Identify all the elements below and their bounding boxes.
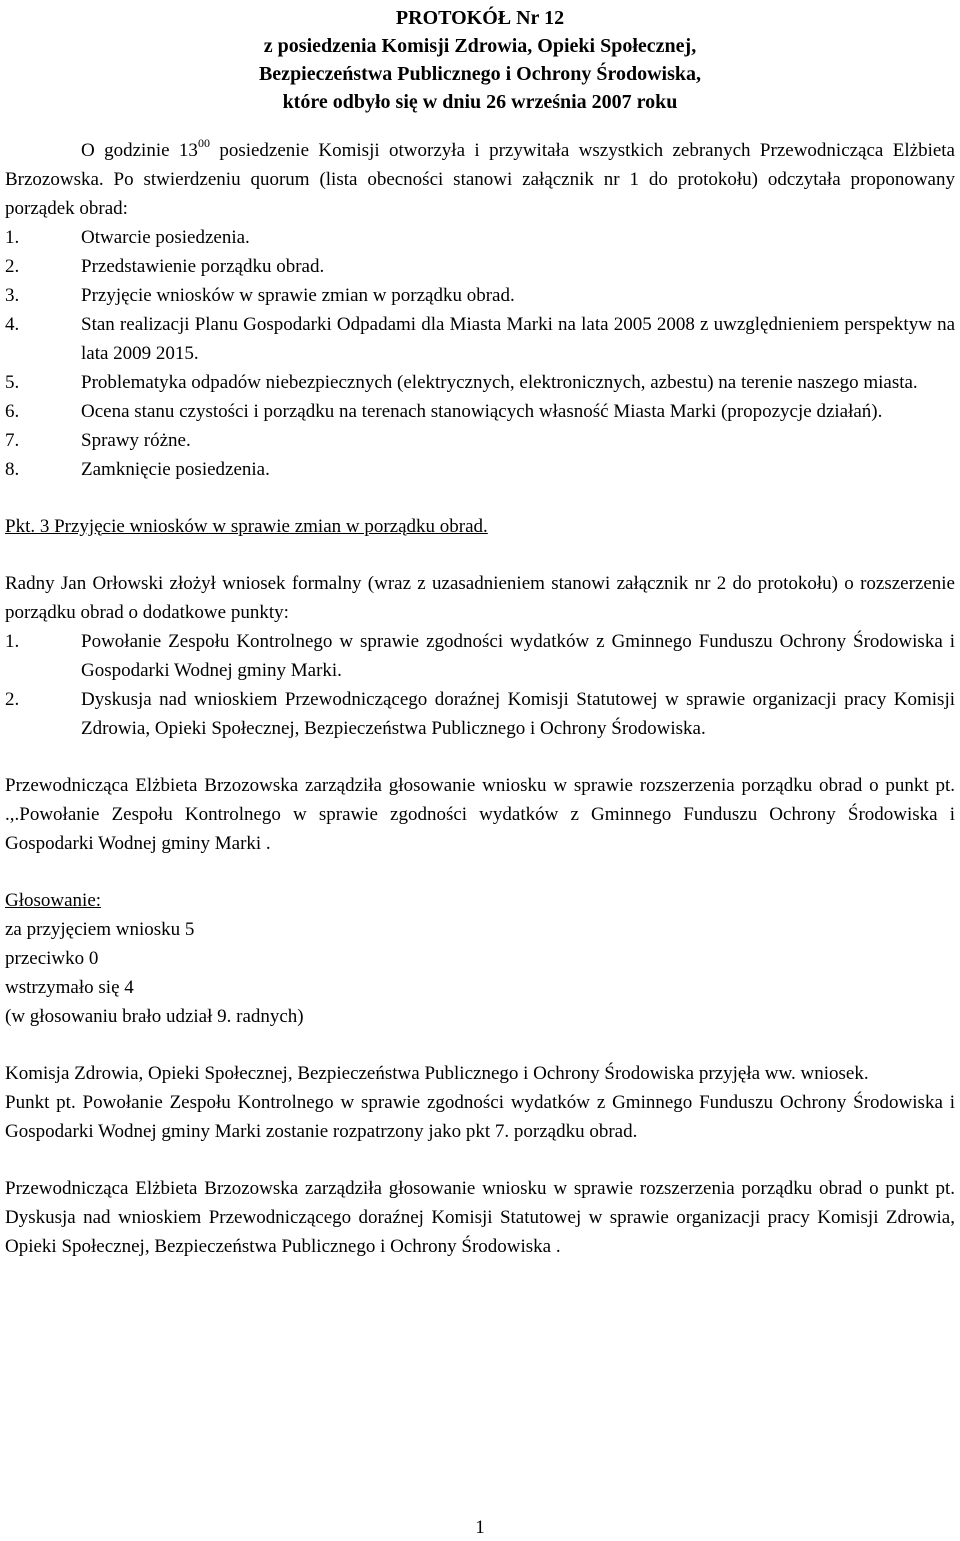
intro-paragraph bbox=[5, 136, 955, 223]
agenda-item bbox=[5, 252, 955, 281]
proposed-items-list bbox=[5, 627, 955, 743]
agenda-item-text: Otwarcie posiedzenia. bbox=[81, 227, 250, 248]
motion-paragraph: Radny Jan Orłowski złożył wniosek formalny (wraz z uzasadnieniem stanowi załącznik nr 2 do protokołu) o rozszerzenie porządku obrad o dodatkowe punkty: bbox=[5, 573, 955, 623]
agenda-item-number: 6. bbox=[5, 401, 20, 422]
agenda-item-text: Sprawy różne. bbox=[81, 430, 191, 451]
agenda-item-text: Ocena stanu czystości i porządku na terenach stanowiących własność Miasta Marki (propozycje działań). bbox=[81, 401, 883, 422]
document-page bbox=[5, 0, 955, 1261]
document-title bbox=[5, 4, 955, 116]
agenda-list bbox=[5, 223, 955, 484]
proposed-item-number: 2. bbox=[5, 689, 20, 710]
title-line-1: PROTOKÓŁ Nr 12 bbox=[395, 7, 565, 29]
agenda-item-number: 1. bbox=[5, 227, 20, 248]
votes-participants: (w głosowaniu brało udział 9. radnych) bbox=[5, 1006, 304, 1027]
agenda-item-number: 7. bbox=[5, 430, 20, 451]
page-number: 1 bbox=[475, 1517, 485, 1538]
agenda-item bbox=[5, 368, 955, 397]
proposed-item-number: 1. bbox=[5, 631, 20, 652]
intro-text-start: O godzinie 13 bbox=[81, 140, 198, 161]
title-line-3: Bezpieczeństwa Publicznego i Ochrony Środowiska, bbox=[258, 63, 702, 85]
agenda-item-text: Przyjęcie wniosków w sprawie zmian w porządku obrad. bbox=[81, 285, 515, 306]
proposed-item-text: Dyskusja nad wnioskiem Przewodniczącego doraźnej Komisji Statutowej w sprawie organizacji pracy Komisji Zdrowia, Opieki Społecznej, Bezpieczeństwa Publicznego i Ochrony Środowiska. bbox=[81, 689, 955, 739]
agenda-item bbox=[5, 397, 955, 426]
votes-abstain: wstrzymało się 4 bbox=[5, 977, 134, 998]
agenda-item-text: Zamknięcie posiedzenia. bbox=[81, 459, 270, 480]
agenda-item-number: 2. bbox=[5, 256, 20, 277]
agenda-item bbox=[5, 455, 955, 484]
title-line-2: z posiedzenia Komisji Zdrowia, Opieki Społecznej, bbox=[263, 35, 697, 57]
agenda-item-number: 5. bbox=[5, 372, 20, 393]
agenda-item-number: 3. bbox=[5, 285, 20, 306]
agenda-item-number: 4. bbox=[5, 314, 20, 335]
vote1-paragraph: Przewodnicząca Elżbieta Brzozowska zarządziła głosowanie wniosku w sprawie rozszerzenia porządku obrad o punkt pt. .,.Powołanie Zespołu Kontrolnego w sprawie zgodności wydatków z Gminnego Funduszu Ochrony Środowiska i Gospodarki Wodnej gminy Marki . bbox=[5, 775, 955, 854]
vote2-paragraph: Przewodnicząca Elżbieta Brzozowska zarządziła głosowanie wniosku w sprawie rozszerzenia porządku obrad o punkt pt. Dyskusja nad wnioskiem Przewodniczącego doraźnej Komisji Statutowej w sprawie organizacji pracy Komisji Zdrowia, Opieki Społecznej, Bezpieczeństwa Publicznego i Ochrony Środowiska . bbox=[5, 1178, 955, 1257]
votes-for: za przyjęciem wniosku 5 bbox=[5, 919, 195, 940]
proposed-item bbox=[5, 685, 955, 743]
agenda-item bbox=[5, 426, 955, 455]
agenda-item-text: Stan realizacji Planu Gospodarki Odpadami dla Miasta Marki na lata 2005 2008 z uwzględnieniem perspektyw na lata 2009 2015. bbox=[81, 314, 955, 364]
agenda-item-text: Problematyka odpadów niebezpiecznych (elektrycznych, elektronicznych, azbestu) na terenie naszego miasta. bbox=[81, 372, 918, 393]
punkt-note-paragraph: Punkt pt. Powołanie Zespołu Kontrolnego w sprawie zgodności wydatków z Gminnego Funduszu Ochrony Środowiska i Gospodarki Wodnej gminy Marki zostanie rozpatrzony jako pkt 7. porządku obrad. bbox=[5, 1092, 955, 1142]
title-line-4: które odbyło się w dniu 26 września 2007 roku bbox=[282, 91, 678, 113]
agenda-item-text: Przedstawienie porządku obrad. bbox=[81, 256, 325, 277]
voting-results bbox=[5, 886, 955, 1031]
proposed-item-text: Powołanie Zespołu Kontrolnego w sprawie zgodności wydatków z Gminnego Funduszu Ochrony Środowiska i Gospodarki Wodnej gminy Marki. bbox=[81, 631, 955, 681]
agenda-item bbox=[5, 281, 955, 310]
intro-text-rest: posiedzenie Komisji otworzyła i przywitała wszystkich zebranych Przewodnicząca Elżbieta Brzozowska. Po stwierdzeniu quorum (lista obecności stanowi załącznik nr 1 do protokołu) odczytała proponowany porządek obrad: bbox=[5, 140, 955, 219]
pkt3-heading: Pkt. 3 Przyjęcie wniosków w sprawie zmian w porządku obrad. bbox=[5, 516, 488, 537]
voting-heading: Głosowanie: bbox=[5, 890, 102, 911]
agenda-item bbox=[5, 310, 955, 368]
proposed-item bbox=[5, 627, 955, 685]
intro-time-superscript: 00 bbox=[197, 136, 210, 150]
accepted-paragraph: Komisja Zdrowia, Opieki Społecznej, Bezpieczeństwa Publicznego i Ochrony Środowiska przyjęła ww. wniosek. bbox=[5, 1063, 869, 1084]
agenda-item bbox=[5, 223, 955, 252]
votes-against: przeciwko 0 bbox=[5, 948, 99, 969]
agenda-item-number: 8. bbox=[5, 459, 20, 480]
